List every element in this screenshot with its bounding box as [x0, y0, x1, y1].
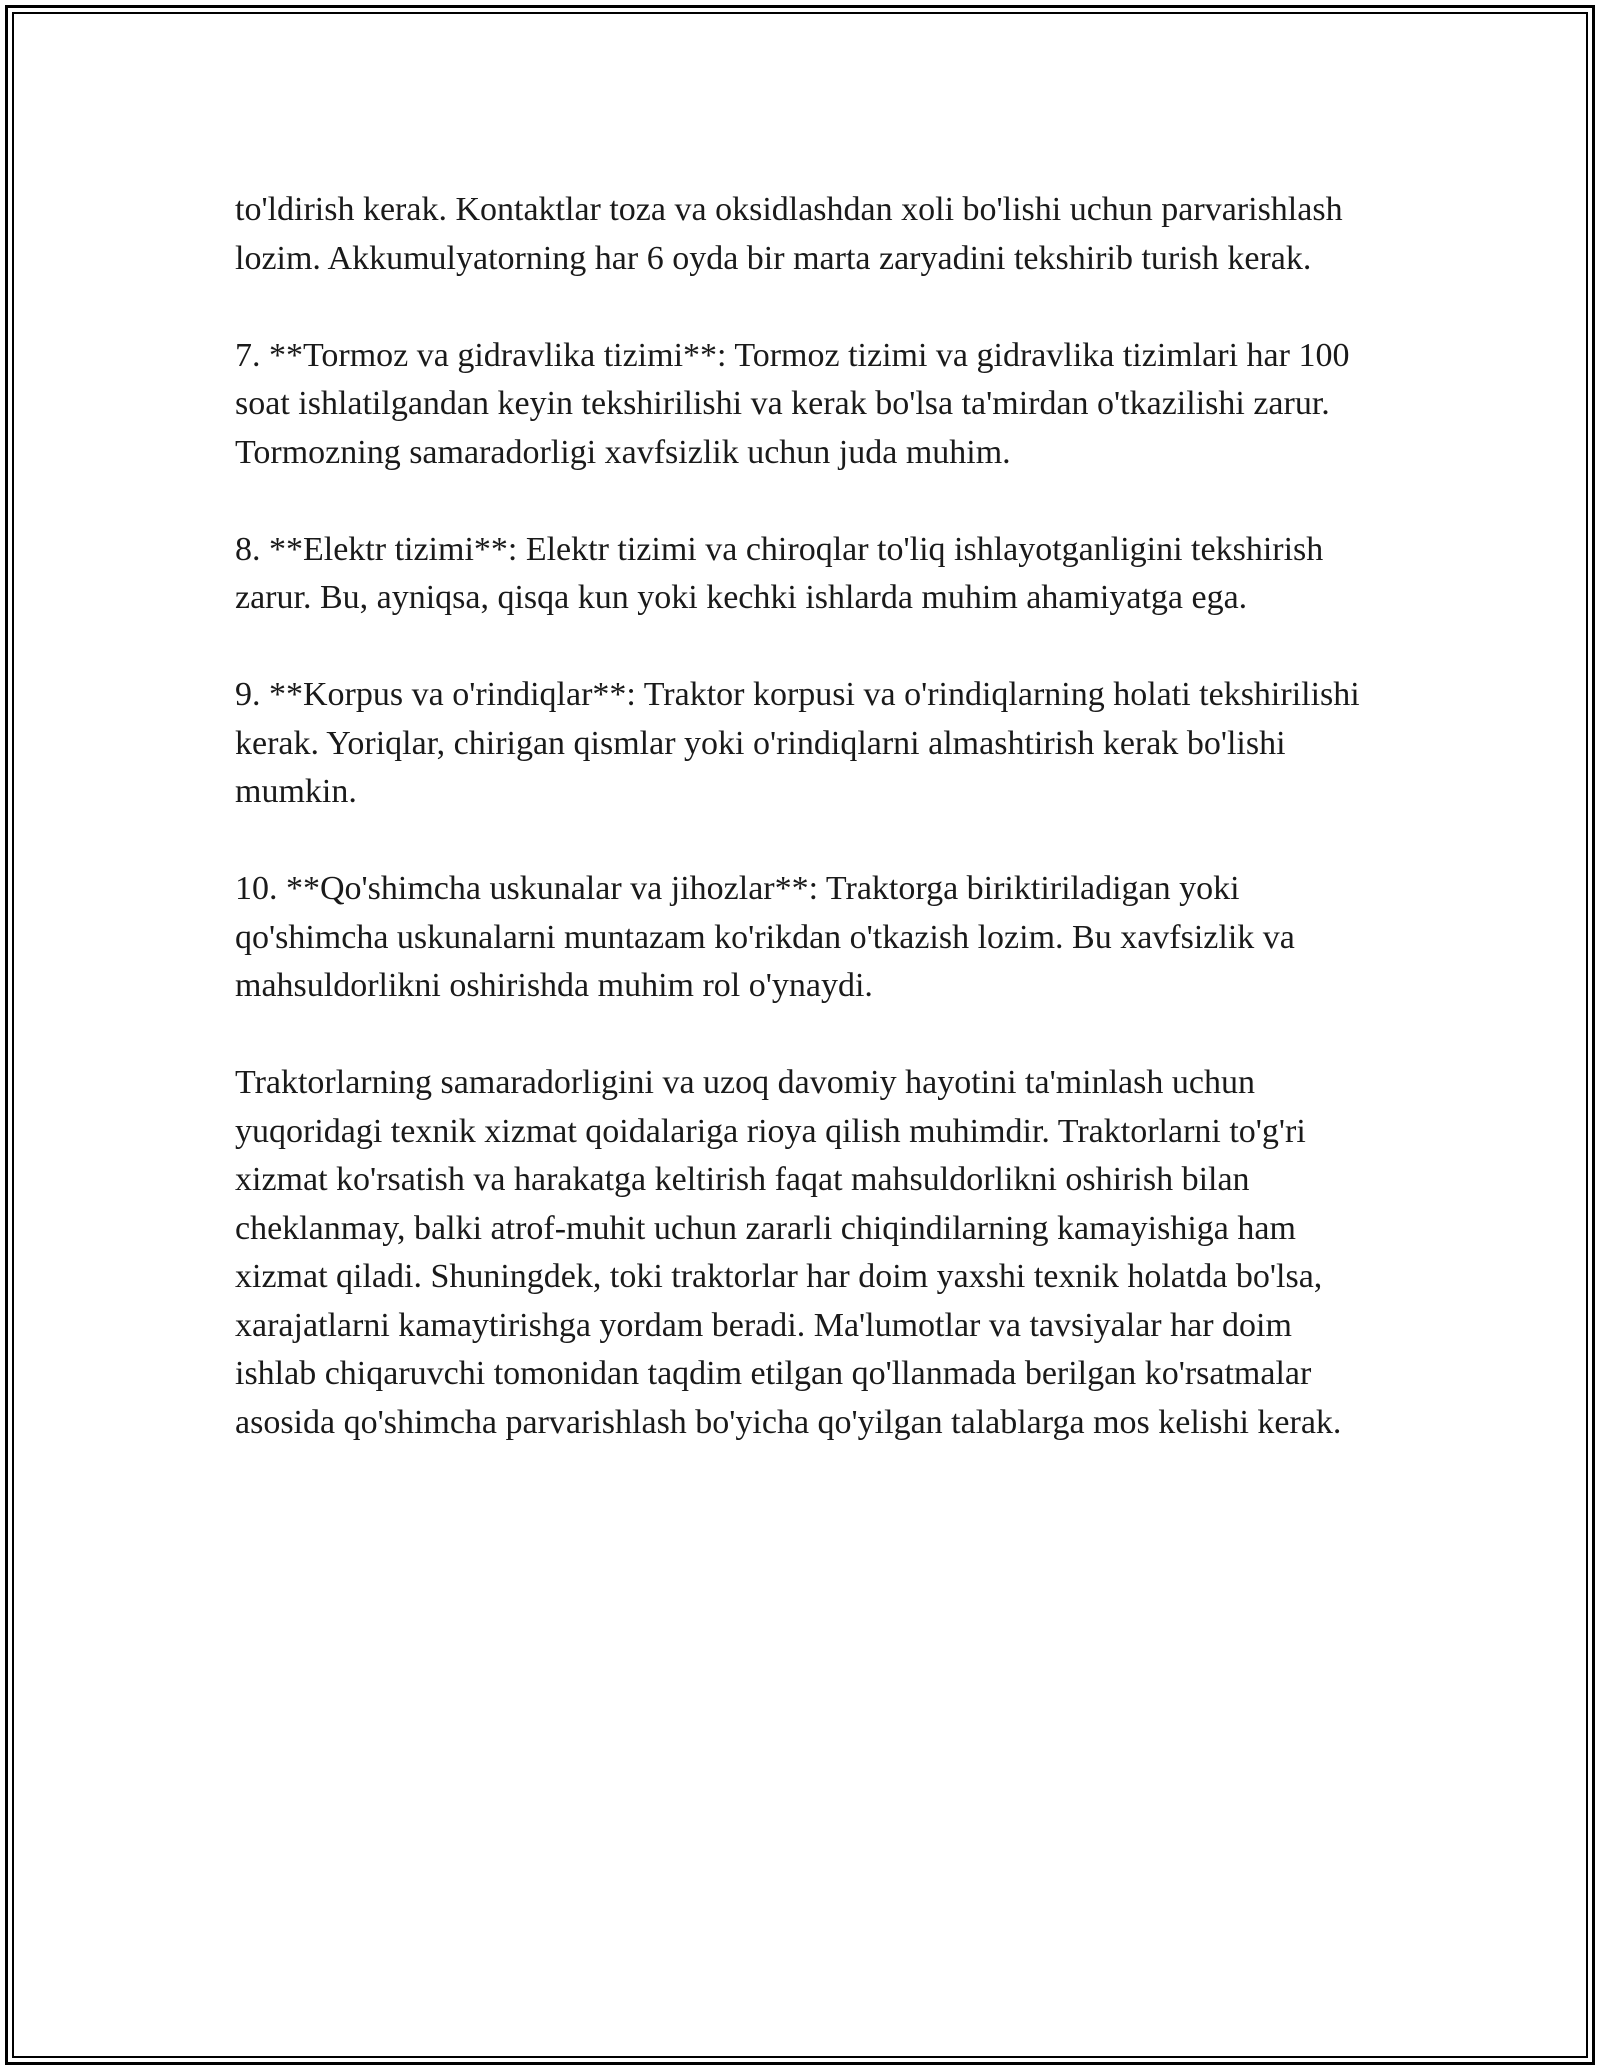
- paragraph-body-seats: 9. **Korpus va o'rindiqlar**: Traktor korpusi va o'rindiqlarning holati tekshirilishi kerak. Yoriqlar, chirigan qismlar yoki o'rindiqlarni almashtirish kerak bo'lishi mumkin.: [235, 676, 1360, 810]
- paragraph-electrical-system: 8. **Elektr tizimi**: Elektr tizimi va chiroqlar to'liq ishlayotganligini tekshirish zarur. Bu, ayniqsa, qisqa kun yoki kechki ishlarda muhim ahamiyatga ega.: [235, 530, 1324, 616]
- document-body: [235, 186, 1375, 1447]
- paragraph-conclusion: Traktorlarning samaradorligini va uzoq davomiy hayotini ta'minlash uchun yuqoridagi texnik xizmat qoidalariga rioya qilish muhimdir. Traktorlarni to'g'ri xizmat ko'rsatish va harakatga keltirish faqat mahsuldorlikni oshirish bilan cheklanmay, balki atrof-muhit uchun zararli chiqindilarning kamayishiga ham xizmat qiladi. Shuningdek, toki traktorlar har doim yaxshi texnik holatda bo'lsa, xarajatlarni kamaytirishga yordam beradi. Ma'lumotlar va tavsiyalar har doim ishlab chiqaruvchi tomonidan taqdim etilgan qo'llanmada berilgan ko'rsatmalar asosida qo'shimcha parvarishlash bo'yicha qo'yilgan talablarga mos kelishi kerak.: [235, 1064, 1342, 1441]
- paragraph-brakes-hydraulics: 7. **Tormoz va gidravlika tizimi**: Tormoz tizimi va gidravlika tizimlari har 100 soat ishlatilgandan keyin tekshirilishi va kerak bo'lsa ta'mirdan o'tkazilishi zarur. Tormozning samaradorligi xavfsizlik uchun juda muhim.: [235, 336, 1350, 471]
- paragraph-battery-continued: to'ldirish kerak. Kontaktlar toza va oksidlashdan xoli bo'lishi uchun parvarishlash lozim. Akkumulyatorning har 6 oyda bir marta zaryadini tekshirib turish kerak.: [235, 191, 1343, 277]
- paragraph-additional-equipment: 10. **Qo'shimcha uskunalar va jihozlar**: Traktorga biriktiriladigan yoki qo'shimcha uskunalarni muntazam ko'rikdan o'tkazish lozim. Bu xavfsizlik va mahsuldorlikni oshirishda muhim rol o'ynaydi.: [235, 870, 1295, 1004]
